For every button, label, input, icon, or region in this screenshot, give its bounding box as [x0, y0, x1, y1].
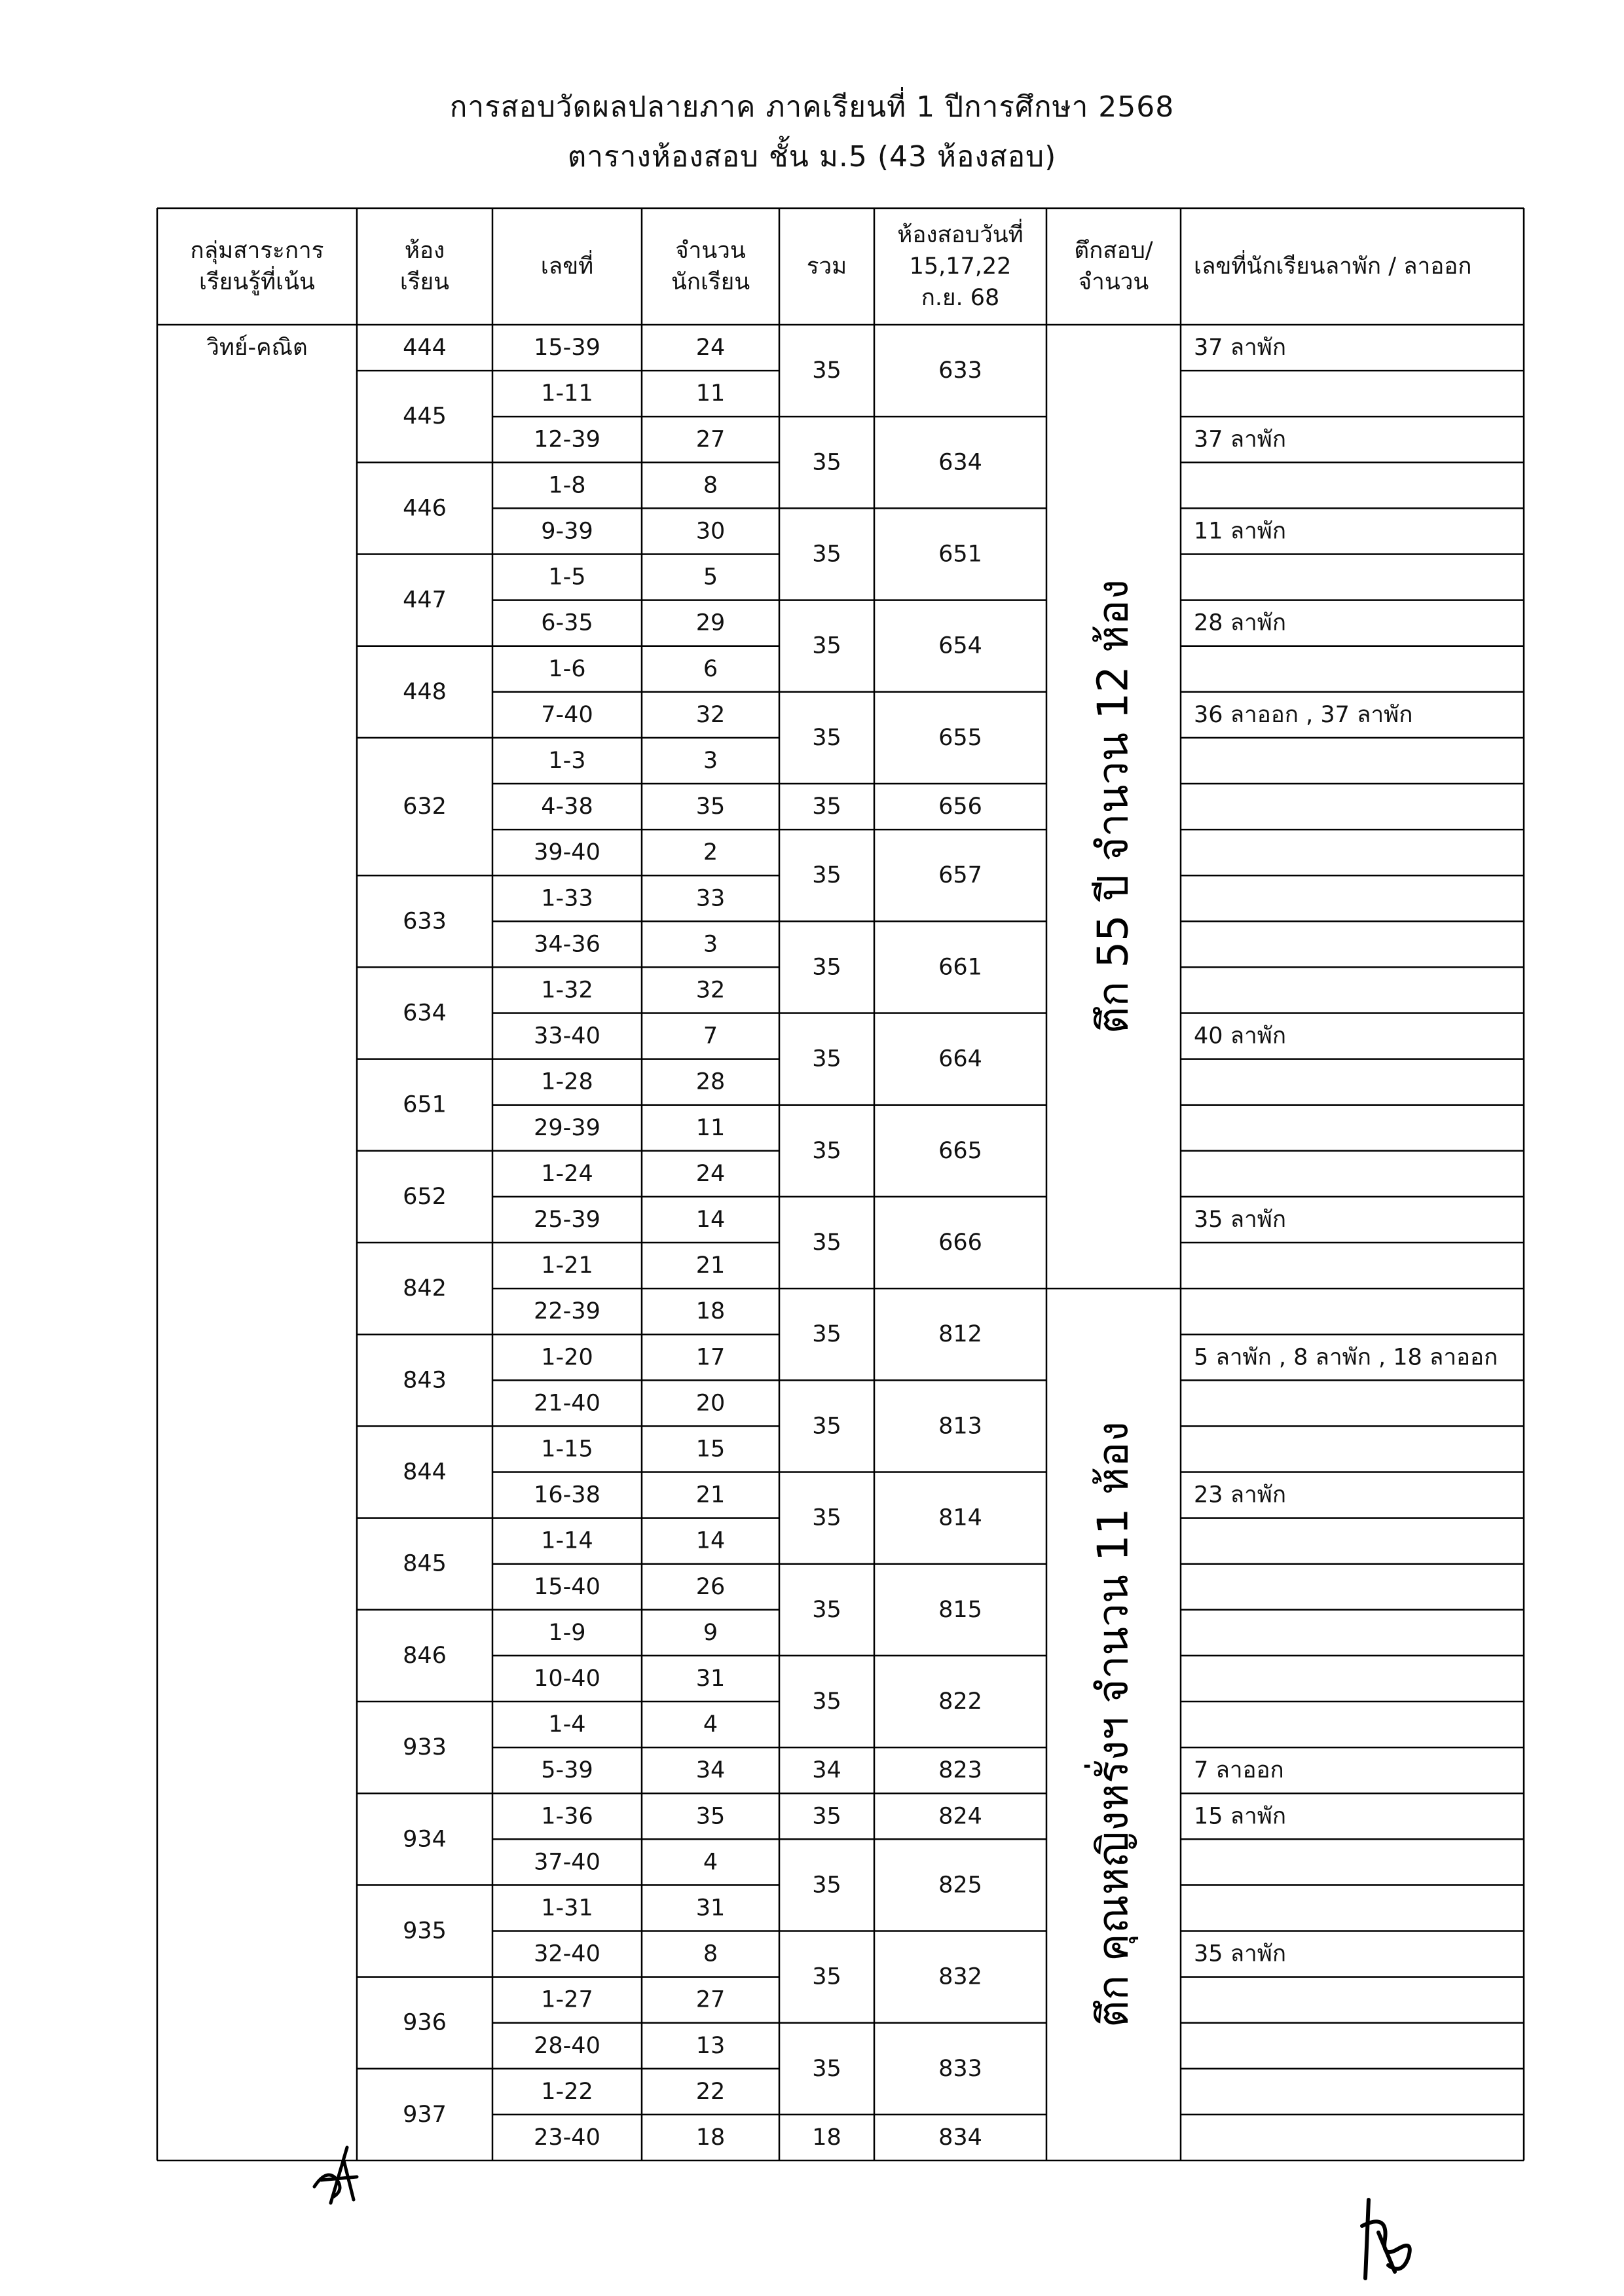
exam-total: 35 [812, 1046, 841, 1072]
exam-total: 35 [812, 632, 841, 659]
student-number-range: 4-38 [541, 793, 593, 820]
exam-room: 813 [938, 1413, 982, 1440]
exam-total: 35 [812, 1413, 841, 1440]
page-title: การสอบวัดผลปลายภาค ภาคเรียนที่ 1 ปีการศึกษา 2568 [449, 90, 1175, 124]
student-number-range: 1-6 [548, 655, 586, 682]
leave-note: 36 ลาออก , 37 ลาพัก [1194, 701, 1413, 728]
student-number-range: 34-36 [534, 931, 600, 958]
student-number-range: 32-40 [534, 1941, 600, 1967]
exam-total: 35 [812, 1803, 841, 1830]
student-number-range: 1-8 [548, 472, 586, 499]
student-count: 24 [695, 1160, 726, 1187]
exam-room: 832 [938, 1963, 982, 1990]
student-number-range: 6-35 [541, 610, 593, 636]
student-number-range: 1-21 [541, 1252, 593, 1279]
class-room: 934 [403, 1826, 447, 1853]
exam-room: 651 [938, 541, 982, 568]
student-count: 8 [703, 472, 718, 499]
student-count: 26 [695, 1573, 726, 1600]
class-room: 846 [403, 1642, 447, 1669]
class-room: 652 [403, 1183, 447, 1210]
student-count: 33 [695, 885, 726, 912]
student-count: 7 [703, 1023, 718, 1049]
student-count: 14 [695, 1206, 726, 1233]
header-building: ตึกสอบ/ [1074, 238, 1153, 264]
leave-note: 37 ลาพัก [1194, 426, 1287, 453]
student-count: 32 [695, 701, 726, 728]
building-label: ตึก 55 ปี จำนวน 12 ห้อง [1089, 579, 1138, 1034]
exam-room: 666 [938, 1230, 982, 1256]
class-room: 634 [403, 1000, 447, 1027]
exam-room: 654 [938, 632, 982, 659]
student-count: 5 [703, 564, 718, 591]
student-number-range: 37-40 [534, 1849, 600, 1876]
student-number-range: 1-11 [541, 380, 593, 407]
header-room: ห้อง [404, 238, 445, 264]
exam-total: 35 [812, 1872, 841, 1899]
student-number-range: 1-9 [548, 1619, 586, 1646]
exam-room: 634 [938, 449, 982, 476]
exam-total: 35 [812, 793, 841, 820]
leave-note: 35 ลาพัก [1194, 1941, 1287, 1967]
student-number-range: 22-39 [534, 1298, 600, 1325]
student-count: 6 [703, 655, 718, 682]
building-label: ตึก คุณหญิงหรั่งฯ จำนวน 11 ห้อง [1089, 1421, 1138, 2028]
class-room: 444 [403, 335, 447, 361]
student-count: 9 [703, 1619, 718, 1646]
student-count: 17 [695, 1344, 726, 1371]
student-number-range: 1-5 [548, 564, 586, 591]
page-subtitle: ตารางห้องสอบ ชั้น ม.5 (43 ห้องสอบ) [567, 140, 1057, 173]
header-count: จำนวน [675, 238, 746, 264]
exam-total: 35 [812, 449, 841, 476]
student-count: 30 [695, 518, 726, 545]
header-total: รวม [806, 253, 847, 280]
class-room: 937 [403, 2101, 447, 2128]
exam-room: 664 [938, 1046, 982, 1072]
student-count: 28 [695, 1068, 726, 1095]
student-number-range: 7-40 [541, 701, 593, 728]
student-number-range: 10-40 [534, 1665, 600, 1692]
class-room: 632 [403, 793, 447, 820]
student-count: 11 [695, 380, 726, 407]
exam-total: 35 [812, 541, 841, 568]
header-group: กลุ่มสาระการ [190, 238, 324, 264]
exam-total: 35 [812, 1504, 841, 1531]
student-count: 21 [695, 1482, 726, 1508]
group-name: วิทย์-คณิต [206, 335, 308, 361]
student-number-range: 15-39 [534, 335, 600, 361]
exam-total: 35 [812, 862, 841, 889]
header-exam-room: 15,17,22 [909, 253, 1012, 280]
exam-total: 35 [812, 1137, 841, 1164]
student-count: 8 [703, 1941, 718, 1967]
student-count: 31 [695, 1665, 726, 1692]
exam-room: 825 [938, 1872, 982, 1899]
exam-total: 35 [812, 724, 841, 751]
class-room: 933 [403, 1734, 447, 1761]
student-number-range: 1-4 [548, 1711, 586, 1738]
student-count: 27 [695, 426, 726, 453]
class-room: 445 [403, 403, 447, 430]
header-building: จำนวน [1078, 269, 1149, 295]
signature-right-icon [1349, 2187, 1428, 2285]
student-number-range: 25-39 [534, 1206, 600, 1233]
exam-total: 35 [812, 2055, 841, 2082]
class-room: 842 [403, 1275, 447, 1302]
student-count: 27 [695, 1986, 726, 2013]
student-count: 29 [695, 610, 726, 636]
exam-room: 665 [938, 1137, 982, 1164]
exam-room: 815 [938, 1596, 982, 1623]
exam-room: 633 [938, 357, 982, 384]
header-count: นักเรียน [671, 269, 750, 295]
exam-total: 18 [812, 2124, 841, 2151]
student-number-range: 1-3 [548, 747, 586, 774]
exam-room: 814 [938, 1504, 982, 1531]
student-number-range: 1-33 [541, 885, 593, 912]
student-number-range: 12-39 [534, 426, 600, 453]
student-count: 4 [703, 1849, 718, 1876]
leave-note: 11 ลาพัก [1194, 518, 1287, 545]
student-number-range: 21-40 [534, 1390, 600, 1417]
class-room: 845 [403, 1550, 447, 1577]
exam-total: 35 [812, 1688, 841, 1715]
header-exam-room: ก.ย. 68 [921, 285, 1000, 311]
exam-room: 657 [938, 862, 982, 889]
student-number-range: 1-27 [541, 1986, 593, 2013]
header-numbers: เลขที่ [540, 253, 594, 280]
exam-total: 35 [812, 1230, 841, 1256]
class-room: 448 [403, 678, 447, 705]
student-number-range: 1-22 [541, 2078, 593, 2105]
exam-total: 35 [812, 1963, 841, 1990]
student-number-range: 1-15 [541, 1436, 593, 1463]
exam-room: 833 [938, 2055, 982, 2082]
class-room: 843 [403, 1367, 447, 1394]
student-count: 21 [695, 1252, 726, 1279]
exam-room: 656 [938, 793, 982, 820]
class-room: 633 [403, 908, 447, 935]
header-room: เรียน [399, 269, 450, 295]
student-count: 22 [695, 2078, 726, 2105]
student-number-range: 1-31 [541, 1895, 593, 1922]
leave-note: 15 ลาพัก [1194, 1803, 1287, 1830]
exam-total: 35 [812, 1321, 841, 1348]
leave-note: 40 ลาพัก [1194, 1023, 1287, 1049]
student-number-range: 23-40 [534, 2124, 600, 2151]
leave-note: 23 ลาพัก [1194, 1482, 1287, 1508]
exam-total: 34 [812, 1757, 841, 1784]
student-count: 31 [695, 1895, 726, 1922]
exam-room: 834 [938, 2124, 982, 2151]
class-room: 447 [403, 587, 447, 613]
class-room: 651 [403, 1091, 447, 1118]
student-count: 2 [703, 839, 718, 866]
student-number-range: 1-24 [541, 1160, 593, 1187]
student-number-range: 1-28 [541, 1068, 593, 1095]
student-number-range: 5-39 [541, 1757, 593, 1784]
leave-note: 35 ลาพัก [1194, 1206, 1287, 1233]
student-number-range: 9-39 [541, 518, 593, 545]
student-number-range: 16-38 [534, 1482, 600, 1508]
student-number-range: 15-40 [534, 1573, 600, 1600]
exam-room: 655 [938, 724, 982, 751]
student-count: 4 [703, 1711, 718, 1738]
exam-room: 812 [938, 1321, 982, 1348]
student-count: 3 [703, 747, 718, 774]
class-room: 935 [403, 1918, 447, 1944]
header-exam-room: ห้องสอบวันที่ [897, 222, 1024, 248]
leave-note: 7 ลาออก [1194, 1757, 1284, 1784]
signature-left-icon [308, 2141, 367, 2213]
leave-note: 37 ลาพัก [1194, 335, 1287, 361]
student-count: 35 [695, 1803, 726, 1830]
student-count: 13 [695, 2032, 726, 2059]
student-number-range: 28-40 [534, 2032, 600, 2059]
student-number-range: 1-20 [541, 1344, 593, 1371]
student-number-range: 1-14 [541, 1527, 593, 1554]
leave-note: 28 ลาพัก [1194, 610, 1287, 636]
student-count: 34 [695, 1757, 726, 1784]
class-room: 844 [403, 1459, 447, 1485]
student-number-range: 1-32 [541, 977, 593, 1004]
exam-room: 824 [938, 1803, 982, 1830]
student-count: 35 [695, 793, 726, 820]
student-number-range: 39-40 [534, 839, 600, 866]
student-count: 11 [695, 1114, 726, 1141]
student-count: 3 [703, 931, 718, 958]
class-room: 936 [403, 2009, 447, 2036]
student-count: 32 [695, 977, 726, 1004]
student-count: 20 [695, 1390, 726, 1417]
exam-total: 35 [812, 1596, 841, 1623]
student-number-range: 33-40 [534, 1023, 600, 1049]
student-number-range: 1-36 [541, 1803, 593, 1830]
student-number-range: 29-39 [534, 1114, 600, 1141]
exam-room: 822 [938, 1688, 982, 1715]
header-group: เรียนรู้ที่เน้น [199, 269, 315, 295]
student-count: 18 [695, 2124, 726, 2151]
exam-total: 35 [812, 357, 841, 384]
exam-room: 823 [938, 1757, 982, 1784]
exam-total: 35 [812, 954, 841, 981]
leave-note: 5 ลาพัก , 8 ลาพัก , 18 ลาออก [1194, 1344, 1498, 1371]
student-count: 24 [695, 335, 726, 361]
student-count: 14 [695, 1527, 726, 1554]
class-room: 446 [403, 495, 447, 522]
header-leave: เลขที่นักเรียนลาพัก / ลาออก [1194, 253, 1472, 280]
exam-room: 661 [938, 954, 982, 981]
student-count: 18 [695, 1298, 726, 1325]
student-count: 15 [695, 1436, 726, 1463]
